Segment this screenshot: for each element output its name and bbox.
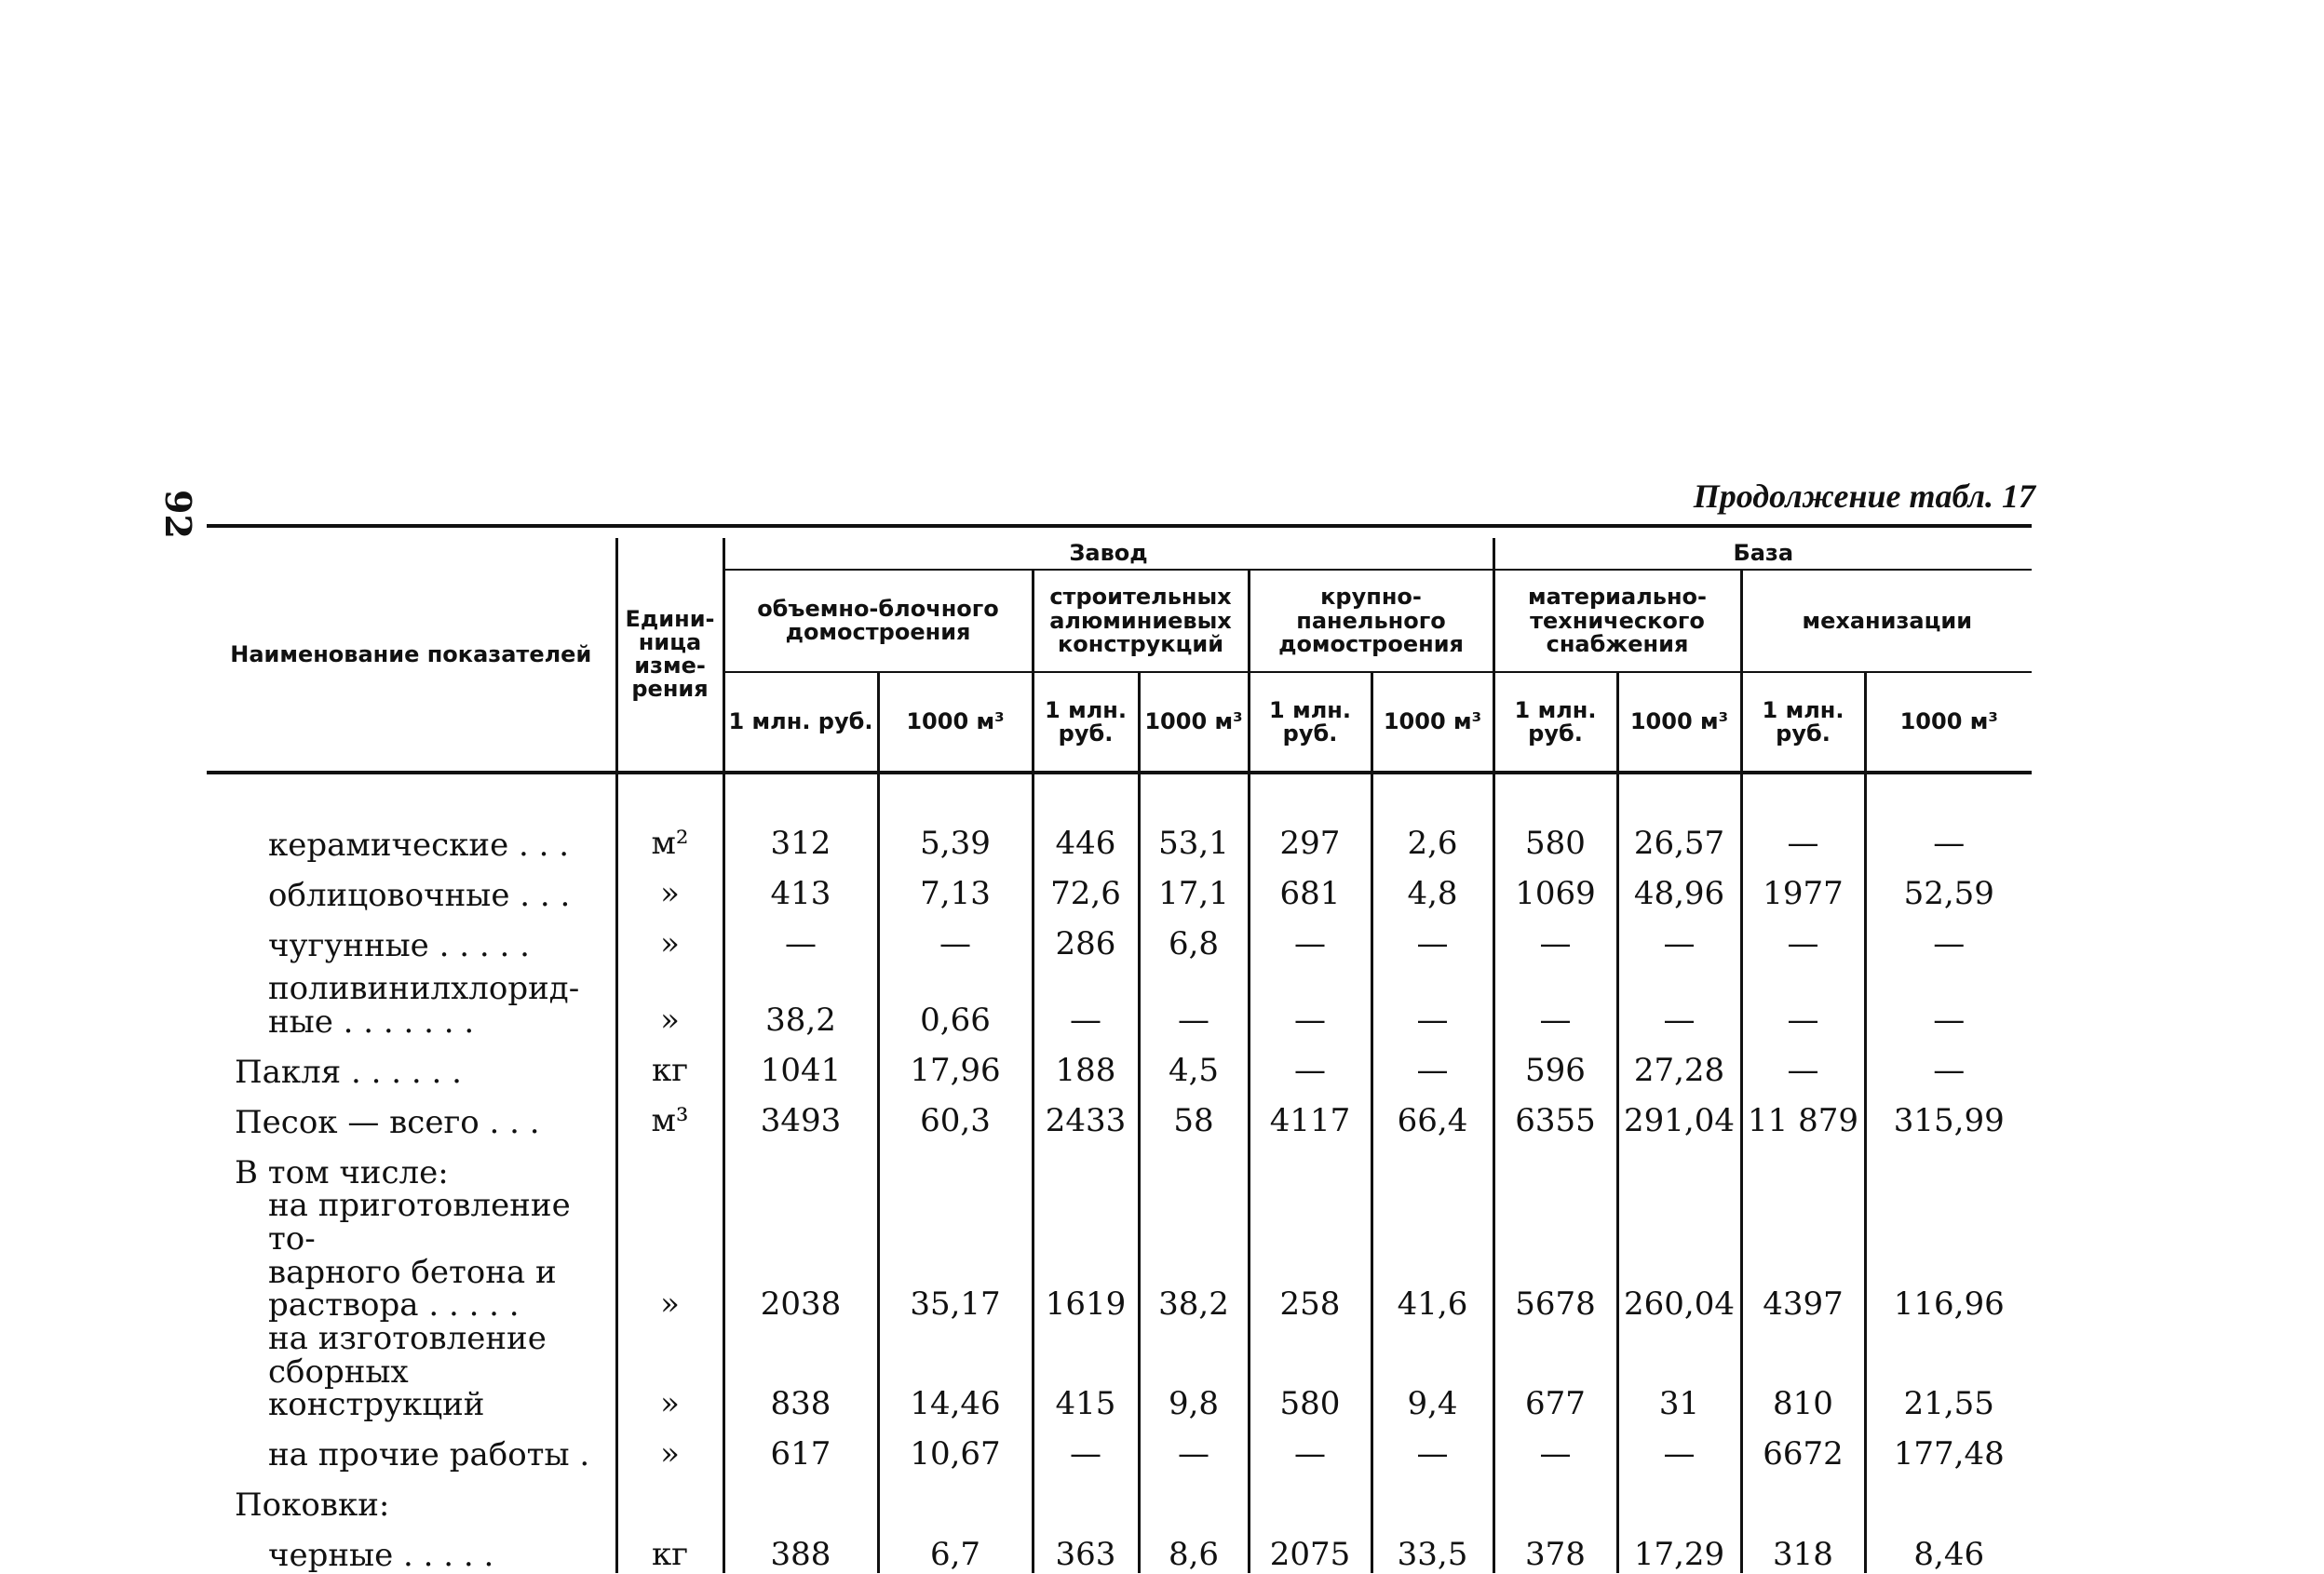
header-name: Наименование показателей xyxy=(207,538,616,773)
cell-value xyxy=(1865,1473,2032,1523)
cell-value xyxy=(1033,1139,1139,1190)
header-col-mln: 1 млн. руб. xyxy=(723,672,878,773)
cell-value: 838 xyxy=(723,1323,878,1422)
cell-value: — xyxy=(1249,1039,1371,1089)
cell-value: 312 xyxy=(723,773,878,862)
cell-value: 1069 xyxy=(1493,862,1617,912)
table-body xyxy=(207,773,2032,1573)
cell-value: 7,13 xyxy=(878,862,1033,912)
cell-value xyxy=(1617,1139,1741,1190)
row-unit: » xyxy=(616,1190,723,1323)
cell-value: — xyxy=(878,912,1033,962)
header-col-mln: 1 млн. руб. xyxy=(1249,672,1371,773)
cell-value: 17,29 xyxy=(1617,1523,1741,1573)
cell-value: 446 xyxy=(1033,773,1139,862)
cell-value: — xyxy=(1249,962,1371,1039)
header-col-1000: 1000 м³ xyxy=(1865,672,2032,773)
cell-value: 21,55 xyxy=(1865,1323,2032,1422)
cell-value: 53,1 xyxy=(1139,773,1249,862)
cell-value: 38,2 xyxy=(723,962,878,1039)
header-subgroup-1: объемно-блочного домостроения xyxy=(723,570,1033,672)
row-unit: м³ xyxy=(616,1089,723,1139)
table-row xyxy=(207,1039,2032,1089)
cell-value xyxy=(1741,1473,1865,1523)
cell-value: 9,8 xyxy=(1139,1323,1249,1422)
cell-value: 681 xyxy=(1249,862,1371,912)
cell-value: — xyxy=(1741,1039,1865,1089)
cell-value: 378 xyxy=(1493,1523,1617,1573)
cell-value: 9,4 xyxy=(1371,1323,1493,1422)
cell-value: — xyxy=(1865,962,2032,1039)
cell-value: 17,1 xyxy=(1139,862,1249,912)
cell-value: 318 xyxy=(1741,1523,1865,1573)
cell-value: 14,46 xyxy=(878,1323,1033,1422)
cell-value: 580 xyxy=(1249,1323,1371,1422)
cell-value: — xyxy=(1865,1039,2032,1089)
table-row xyxy=(207,1422,2032,1473)
row-name: на изготовление сборных конструкций xyxy=(268,1319,547,1424)
cell-value: 413 xyxy=(723,862,878,912)
cell-value: — xyxy=(1033,962,1139,1039)
table-row xyxy=(207,962,2032,1039)
top-rule xyxy=(207,524,2032,528)
cell-value xyxy=(1249,1139,1371,1190)
cell-value xyxy=(1741,1139,1865,1190)
cell-value: 0,66 xyxy=(878,962,1033,1039)
cell-value: — xyxy=(1249,1422,1371,1473)
row-name: чугунные . . . . . xyxy=(268,926,530,964)
cell-value: 1041 xyxy=(723,1039,878,1089)
cell-value: — xyxy=(1493,962,1617,1039)
cell-value: 26,57 xyxy=(1617,773,1741,862)
cell-value: 72,6 xyxy=(1033,862,1139,912)
cell-value xyxy=(878,1473,1033,1523)
cell-value: 580 xyxy=(1493,773,1617,862)
table-row xyxy=(207,862,2032,912)
cell-value: 27,28 xyxy=(1617,1039,1741,1089)
header-col-mln: 1 млн. руб. xyxy=(1033,672,1139,773)
cell-value: 258 xyxy=(1249,1190,1371,1323)
cell-value: 2038 xyxy=(723,1190,878,1323)
cell-value: 35,17 xyxy=(878,1190,1033,1323)
cell-value: 38,2 xyxy=(1139,1190,1249,1323)
row-unit xyxy=(616,1139,723,1190)
cell-value: 33,5 xyxy=(1371,1523,1493,1573)
cell-value: 48,96 xyxy=(1617,862,1741,912)
cell-value: 363 xyxy=(1033,1523,1139,1573)
cell-value: — xyxy=(1617,912,1741,962)
table-row xyxy=(207,1523,2032,1573)
cell-value xyxy=(1617,1473,1741,1523)
cell-value: 31 xyxy=(1617,1323,1741,1422)
cell-value: 617 xyxy=(723,1422,878,1473)
cell-value: — xyxy=(1741,962,1865,1039)
cell-value: 177,48 xyxy=(1865,1422,2032,1473)
cell-value: 3493 xyxy=(723,1089,878,1139)
cell-value: 297 xyxy=(1249,773,1371,862)
cell-value: — xyxy=(1617,962,1741,1039)
cell-value: 1619 xyxy=(1033,1190,1139,1323)
cell-value: 596 xyxy=(1493,1039,1617,1089)
header-col-1000: 1000 м³ xyxy=(1139,672,1249,773)
cell-value xyxy=(1371,1139,1493,1190)
table-row xyxy=(207,1089,2032,1139)
row-name: В том числе: xyxy=(235,1153,449,1191)
header-col-1000: 1000 м³ xyxy=(1617,672,1741,773)
cell-value: 1977 xyxy=(1741,862,1865,912)
cell-value: — xyxy=(1139,1422,1249,1473)
header-col-mln: 1 млн. руб. xyxy=(1741,672,1865,773)
cell-value: 6355 xyxy=(1493,1089,1617,1139)
cell-value: — xyxy=(1371,1039,1493,1089)
cell-value: — xyxy=(1371,912,1493,962)
cell-value: 52,59 xyxy=(1865,862,2032,912)
row-name: Пакля . . . . . . xyxy=(235,1053,462,1091)
cell-value: — xyxy=(1033,1422,1139,1473)
row-unit: » xyxy=(616,1323,723,1422)
row-unit: м² xyxy=(616,773,723,862)
cell-value xyxy=(723,1473,878,1523)
cell-value: — xyxy=(1741,912,1865,962)
row-unit: » xyxy=(616,912,723,962)
row-name: Песок — всего . . . xyxy=(235,1103,540,1141)
header-subgroup-5: механизации xyxy=(1741,570,2032,672)
header-col-1000: 1000 м³ xyxy=(878,672,1033,773)
cell-value xyxy=(1493,1473,1617,1523)
row-name: облицовочные . . . xyxy=(268,876,571,914)
row-name: Поковки: xyxy=(235,1487,390,1525)
cell-value: 6,7 xyxy=(878,1523,1033,1573)
cell-value: — xyxy=(1371,1422,1493,1473)
cell-value: 5,39 xyxy=(878,773,1033,862)
cell-value: 11 879 xyxy=(1741,1089,1865,1139)
cell-value: — xyxy=(1741,773,1865,862)
cell-value: 8,6 xyxy=(1139,1523,1249,1573)
statistics-table xyxy=(207,538,2032,1573)
table-row xyxy=(207,1190,2032,1323)
cell-value xyxy=(1865,1139,2032,1190)
cell-value: 116,96 xyxy=(1865,1190,2032,1323)
cell-value: 6672 xyxy=(1741,1422,1865,1473)
cell-value: 17,96 xyxy=(878,1039,1033,1089)
header-subgroup-4: материально-технического снабжения xyxy=(1493,570,1741,672)
cell-value: 4,5 xyxy=(1139,1039,1249,1089)
cell-value: 2433 xyxy=(1033,1089,1139,1139)
table-row xyxy=(207,912,2032,962)
row-unit: кг xyxy=(616,1523,723,1573)
cell-value: 41,6 xyxy=(1371,1190,1493,1323)
cell-value: — xyxy=(1493,1422,1617,1473)
cell-value: 5678 xyxy=(1493,1190,1617,1323)
cell-value: — xyxy=(1249,912,1371,962)
row-name: поливинилхлорид- ные . . . . . . . xyxy=(268,969,580,1041)
cell-value: 810 xyxy=(1741,1323,1865,1422)
header-group-baza: База xyxy=(1493,538,2032,570)
cell-value xyxy=(878,1139,1033,1190)
cell-value xyxy=(1033,1473,1139,1523)
row-unit: » xyxy=(616,1422,723,1473)
header-col-mln: 1 млн. руб. xyxy=(1493,672,1617,773)
cell-value xyxy=(1249,1473,1371,1523)
cell-value: 291,04 xyxy=(1617,1089,1741,1139)
cell-value: 58 xyxy=(1139,1089,1249,1139)
cell-value: 188 xyxy=(1033,1039,1139,1089)
cell-value: 4117 xyxy=(1249,1089,1371,1139)
cell-value xyxy=(1493,1139,1617,1190)
row-unit: » xyxy=(616,862,723,912)
header-subgroup-2: строительных алюминиевых конструкций xyxy=(1033,570,1249,672)
cell-value: — xyxy=(1617,1422,1741,1473)
cell-value xyxy=(1139,1473,1249,1523)
cell-value: 260,04 xyxy=(1617,1190,1741,1323)
table-continuation-title: Продолжение табл. 17 xyxy=(1693,478,2035,515)
table-row xyxy=(207,1323,2032,1422)
cell-value: — xyxy=(1371,962,1493,1039)
cell-value: — xyxy=(1865,773,2032,862)
row-name: черные . . . . . xyxy=(268,1537,494,1574)
cell-value: 677 xyxy=(1493,1323,1617,1422)
cell-value: — xyxy=(723,912,878,962)
table-row xyxy=(207,1139,2032,1190)
cell-value: 60,3 xyxy=(878,1089,1033,1139)
page-number: 92 xyxy=(156,490,199,539)
cell-value: 286 xyxy=(1033,912,1139,962)
cell-value: 4397 xyxy=(1741,1190,1865,1323)
cell-value: — xyxy=(1865,912,2032,962)
header-col-1000: 1000 м³ xyxy=(1371,672,1493,773)
row-unit: кг xyxy=(616,1039,723,1089)
cell-value: 2,6 xyxy=(1371,773,1493,862)
cell-value: 4,8 xyxy=(1371,862,1493,912)
header-unit: Едини-ница изме-рения xyxy=(616,538,723,773)
cell-value: 10,67 xyxy=(878,1422,1033,1473)
cell-value xyxy=(723,1139,878,1190)
cell-value xyxy=(1139,1139,1249,1190)
row-unit xyxy=(616,1473,723,1523)
cell-value: 2075 xyxy=(1249,1523,1371,1573)
table-row xyxy=(207,773,2032,862)
row-unit: » xyxy=(616,962,723,1039)
header-subgroup-3: крупно-панельного домостроения xyxy=(1249,570,1493,672)
row-name: керамические . . . xyxy=(268,826,570,864)
cell-value: 66,4 xyxy=(1371,1089,1493,1139)
cell-value xyxy=(1371,1473,1493,1523)
cell-value: — xyxy=(1493,912,1617,962)
cell-value: 415 xyxy=(1033,1323,1139,1422)
header-group-zavod: Завод xyxy=(723,538,1493,570)
cell-value: 8,46 xyxy=(1865,1523,2032,1573)
cell-value: 6,8 xyxy=(1139,912,1249,962)
row-name: на приготовление то- варного бетона и раствора . . . . . xyxy=(268,1187,571,1325)
table-row xyxy=(207,1473,2032,1523)
row-name: на прочие работы . xyxy=(268,1436,590,1474)
cell-value: — xyxy=(1139,962,1249,1039)
cell-value: 315,99 xyxy=(1865,1089,2032,1139)
cell-value: 388 xyxy=(723,1523,878,1573)
